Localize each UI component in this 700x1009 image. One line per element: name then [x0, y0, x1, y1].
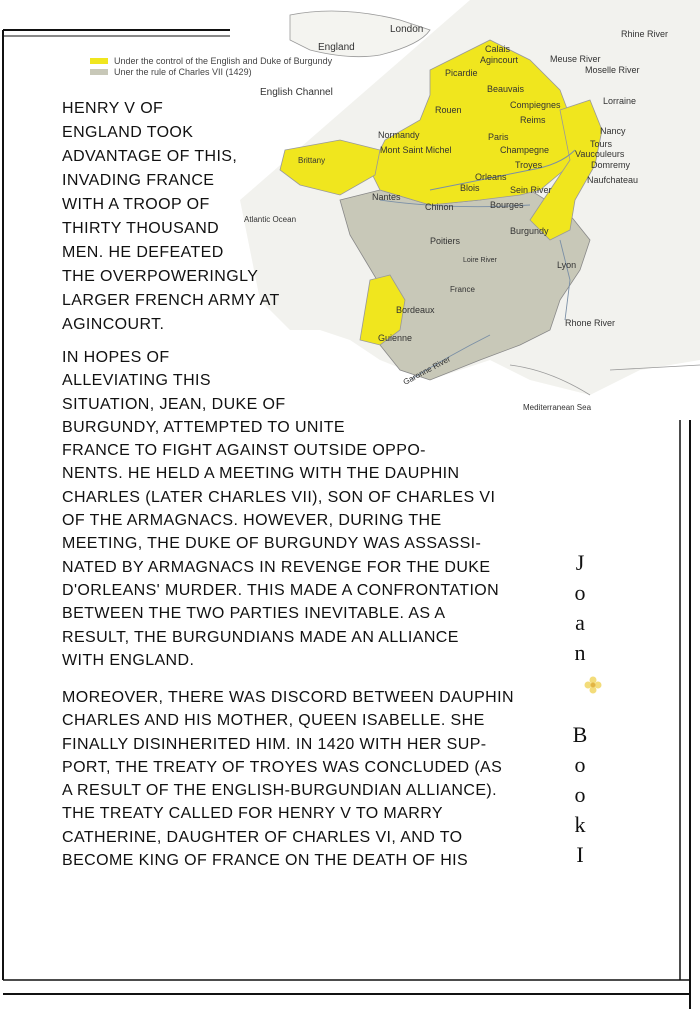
paragraph-henry-v	[62, 97, 312, 337]
map-label-english-channel: English Channel	[260, 87, 333, 98]
map-label-paris: Paris	[488, 132, 509, 142]
title-letter: J	[575, 550, 585, 575]
map-label-domremy: Domremy	[591, 160, 631, 170]
legend-swatch-grey	[90, 69, 108, 75]
map-label-normandy: Normandy	[378, 130, 420, 140]
map-legend	[90, 55, 332, 77]
map-label-bordeaux: Bordeaux	[396, 305, 435, 315]
map-label-atlantic: Atlantic Ocean	[244, 215, 297, 224]
map-label-nancy: Nancy	[600, 126, 626, 136]
legend-item-charles-vii	[90, 66, 332, 77]
map-label-chinon: Chinon	[425, 202, 454, 212]
map-label-mediterranean: Mediterranean Sea	[523, 403, 592, 412]
map-label-moselle: Moselle River	[585, 65, 640, 75]
legend-item-english-burgundy	[90, 55, 332, 66]
paragraph-jean-duke	[62, 346, 562, 672]
title-letter: a	[575, 610, 585, 635]
paragraph-text: IN HOPES OF ALLEVIATING THIS SITUATION, JEAN, DUKE OF BURGUNDY, ATTEMPTED TO UNITE FRANCE TO FIGHT AGAINST OUTSIDE OPPO- NENTS. HE HELD A MEETING WITH THE DAUPHIN CHARLES (LATER CHARLES VII), SON OF CHARLES VI OF THE ARMAGNACS. HOWEVER, DURING THE MEETING, THE DUKE OF BURGUNDY WAS ASSASSI- NATED BY ARMAGNACS IN REVENGE FOR THE DUKE D'ORLEANS' MURDER. THIS MADE A CONFRONTATION BETWEEN THE TWO PARTIES INEVITABLE. AS A RESULT, THE BURGUNDIANS MADE AN ALLIANCE WITH ENGLAND.	[62, 349, 500, 669]
map-label-reims: Reims	[520, 115, 546, 125]
map-label-loire: Loire River	[463, 257, 497, 264]
map-label-blois: Blois	[460, 183, 480, 193]
map-label-beauvais: Beauvais	[487, 84, 525, 94]
map-label-mont-saint-michel: Mont Saint Michel	[380, 145, 452, 155]
map-label-sein-river: Sein River	[510, 185, 552, 195]
map-label-vaucouleurs: Vaucouleurs	[575, 149, 625, 159]
map-label-france: France	[450, 285, 475, 294]
map-label-naufchateau: Naufchateau	[587, 175, 639, 185]
map-label-lyon: Lyon	[557, 260, 577, 270]
vertical-title	[568, 548, 592, 870]
map-label-nantes: Nantes	[372, 192, 401, 202]
map-label-england: England	[318, 42, 355, 53]
map-label-rhone: Rhone River	[565, 318, 616, 328]
map-label-compiegnes: Compiegnes	[510, 100, 561, 110]
title-letter: I	[576, 842, 584, 867]
map-label-tours: Tours	[590, 139, 613, 149]
title-letter: o	[574, 752, 586, 777]
map-label-agincourt: Agincourt	[480, 55, 519, 65]
map-label-picardie: Picardie	[445, 68, 478, 78]
title-letter: B	[572, 722, 588, 747]
paragraph-treaty-troyes	[62, 686, 562, 872]
map-label-london: London	[390, 24, 424, 35]
map-label-orleans: Orleans	[475, 172, 507, 182]
map-label-lorraine: Lorraine	[603, 96, 637, 106]
flower-ornament-icon	[583, 675, 603, 695]
map-label-brittany: Brittany	[298, 156, 326, 165]
title-letter: o	[574, 580, 586, 605]
title-letter: n	[574, 640, 586, 665]
map-label-rouen: Rouen	[435, 105, 462, 115]
map-label-poitiers: Poitiers	[430, 236, 461, 246]
title-letter: o	[574, 782, 586, 807]
map-label-champegne: Champegne	[500, 145, 550, 155]
paragraph-text: MOREOVER, THERE WAS DISCORD BETWEEN DAUPHIN CHARLES AND HIS MOTHER, QUEEN ISABELLE. SHE FINALLY DISINHERITED HIM. IN 1420 WITH HER SUP- PORT, THE TREATY OF TROYES WAS CONCLUDED (AS A RESULT OF THE ENGLISH-BURGUNDIAN ALLIANCE). THE TREATY CALLED FOR HENRY V TO MARRY CATHERINE, DAUGHTER OF CHARLES VI, AND TO BECOME KING OF FRANCE ON THE DEATH OF HIS	[62, 689, 514, 870]
legend-label: Under the control of the English and Duke of Burgundy	[114, 55, 333, 66]
map-label-bourges: Bourges	[490, 200, 524, 210]
paragraph-text: HENRY V OF ENGLAND TOOK ADVANTAGE OF THIS, INVADING FRANCE WITH A TROOP OF THIRTY THOUSAND MEN. HE DEFEATED THE OVERPOWERINGLY LARGER FRENCH ARMY AT AGINCOURT.	[62, 100, 280, 333]
map-label-rhine: Rhine River	[621, 29, 669, 39]
map-label-burgundy: Burgundy	[510, 226, 549, 236]
map-label-calais: Calais	[485, 44, 511, 54]
map-label-troyes: Troyes	[515, 160, 543, 170]
map-label-guienne: Guienne	[378, 333, 413, 343]
map-label-meuse: Meuse River	[550, 54, 601, 64]
legend-swatch-yellow	[90, 58, 108, 64]
map-label-garonne: Garonne River	[401, 354, 452, 387]
title-letter: k	[574, 812, 586, 837]
legend-label: Uner the rule of Charles VII (1429)	[114, 66, 252, 77]
